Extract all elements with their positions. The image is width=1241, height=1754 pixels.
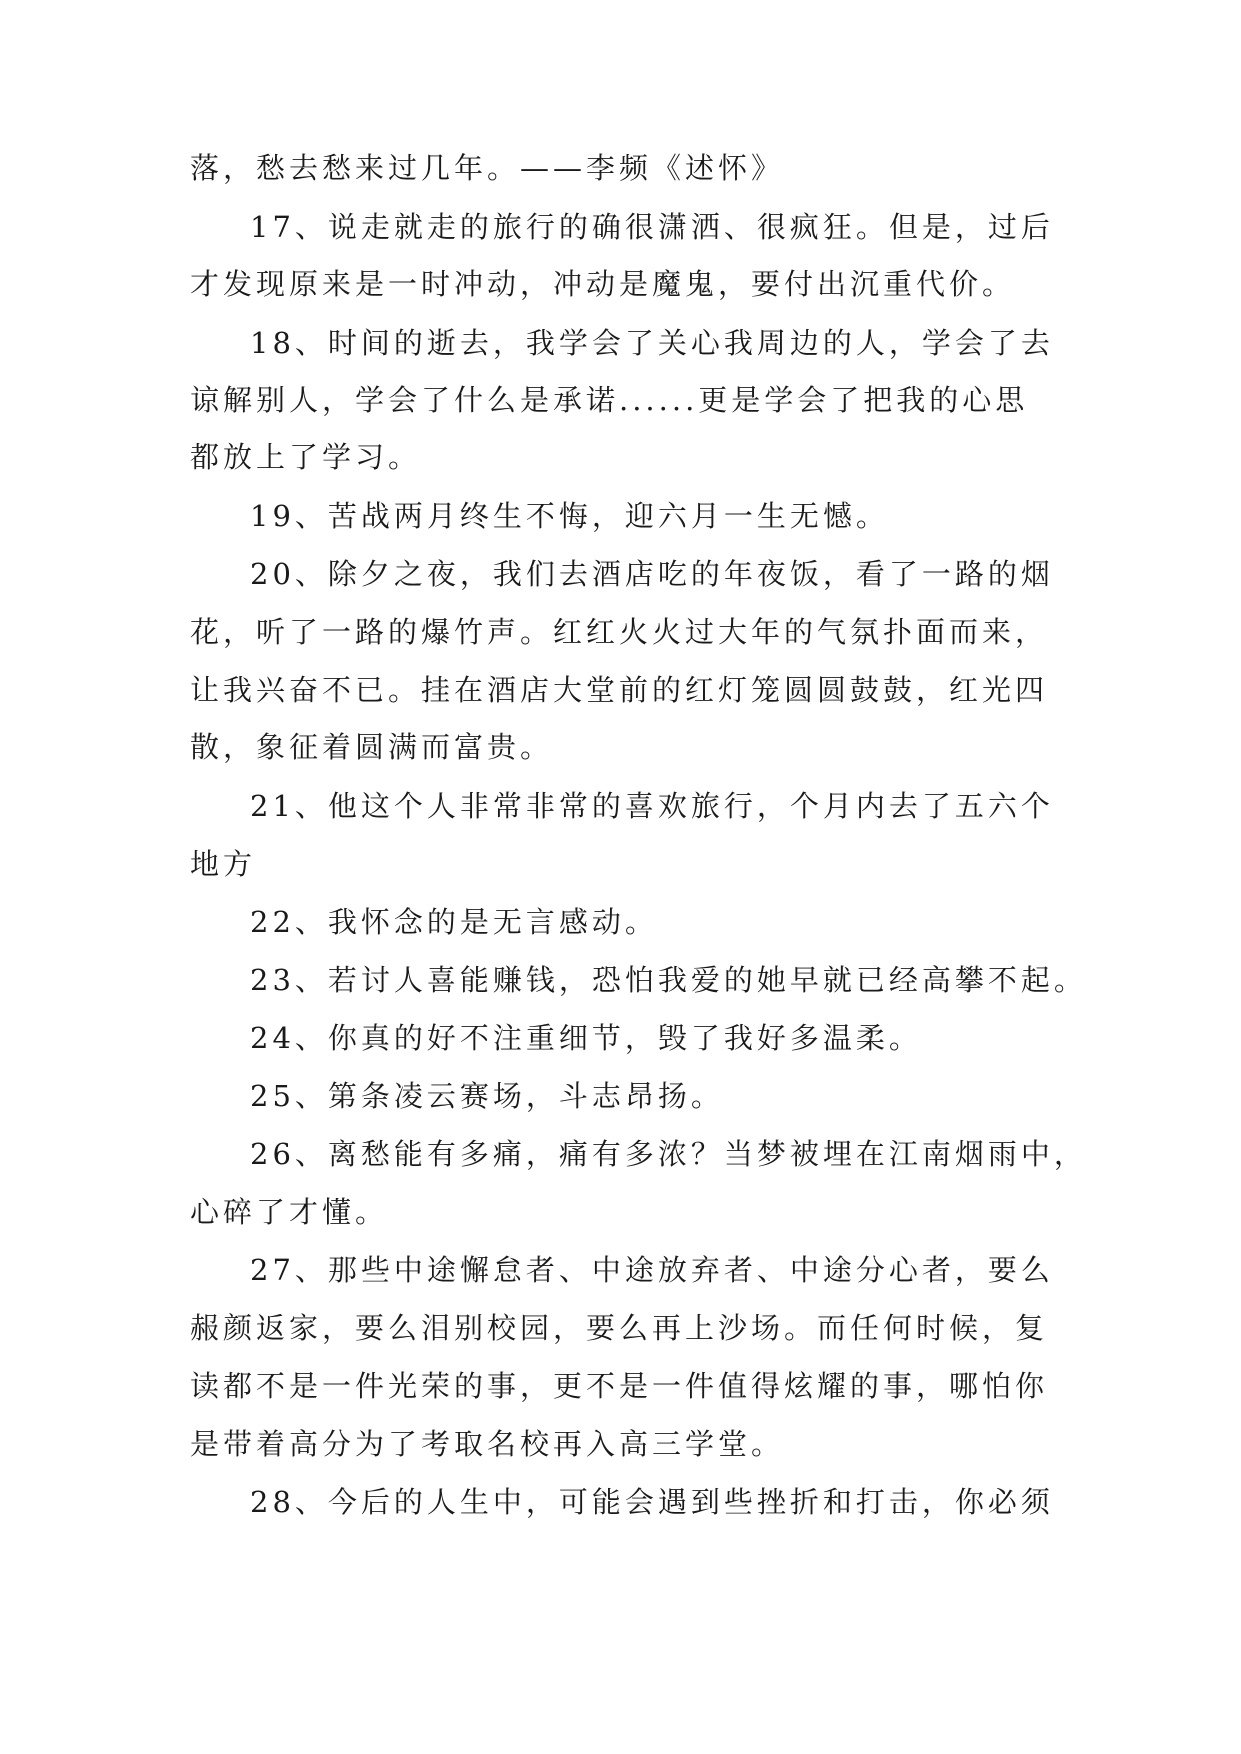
text-line: 28、今后的人生中，可能会遇到些挫折和打击，你必须 [250,1485,1054,1519]
text-line: 落，愁去愁来过几年。——李频《述怀》 [190,151,785,185]
text-line: 地方 [190,847,257,881]
text-line: 24、你真的好不注重细节，毁了我好多温柔。 [250,1021,922,1055]
text-line: 才发现原来是一时冲动，冲动是魔鬼，要付出沉重代价。 [190,267,1016,301]
text-line: 散，象征着圆满而富贵。 [190,730,554,764]
text-line: 18、时间的逝去，我学会了关心我周边的人，学会了去 [250,326,1054,360]
text-line: 是带着高分为了考取名校再入高三学堂。 [190,1427,785,1461]
text-line: 26、离愁能有多痛，痛有多浓？当梦被埋在江南烟雨中， [250,1137,1087,1171]
text-line: 17、说走就走的旅行的确很潇洒、很疯狂。但是，过后 [250,210,1054,244]
text-line: 22、我怀念的是无言感动。 [250,905,658,939]
text-line: 25、第条凌云赛场，斗志昂扬。 [250,1079,724,1113]
text-line: 27、那些中途懈怠者、中途放弃者、中途分心者，要么 [250,1253,1054,1287]
text-line: 都放上了学习。 [190,440,422,474]
text-line: 读都不是一件光荣的事，更不是一件值得炫耀的事，哪怕你 [190,1369,1049,1403]
text-line: 让我兴奋不已。挂在酒店大堂前的红灯笼圆圆鼓鼓，红光四 [190,673,1049,707]
text-line: 23、若讨人喜能赚钱，恐怕我爱的她早就已经高攀不起。 [250,963,1087,997]
text-line: 花，听了一路的爆竹声。红红火火过大年的气氛扑面而来， [190,615,1049,649]
text-line: 21、他这个人非常非常的喜欢旅行，个月内去了五六个 [250,789,1054,823]
text-line: 20、除夕之夜，我们去酒店吃的年夜饭，看了一路的烟 [250,557,1054,591]
text-line: 谅解别人，学会了什么是承诺......更是学会了把我的心思 [190,383,1029,417]
text-line: 赧颜返家，要么泪别校园，要么再上沙场。而任何时候，复 [190,1311,1049,1345]
text-line: 心碎了才懂。 [190,1195,389,1229]
text-line: 19、苦战两月终生不悔，迎六月一生无憾。 [250,499,889,533]
